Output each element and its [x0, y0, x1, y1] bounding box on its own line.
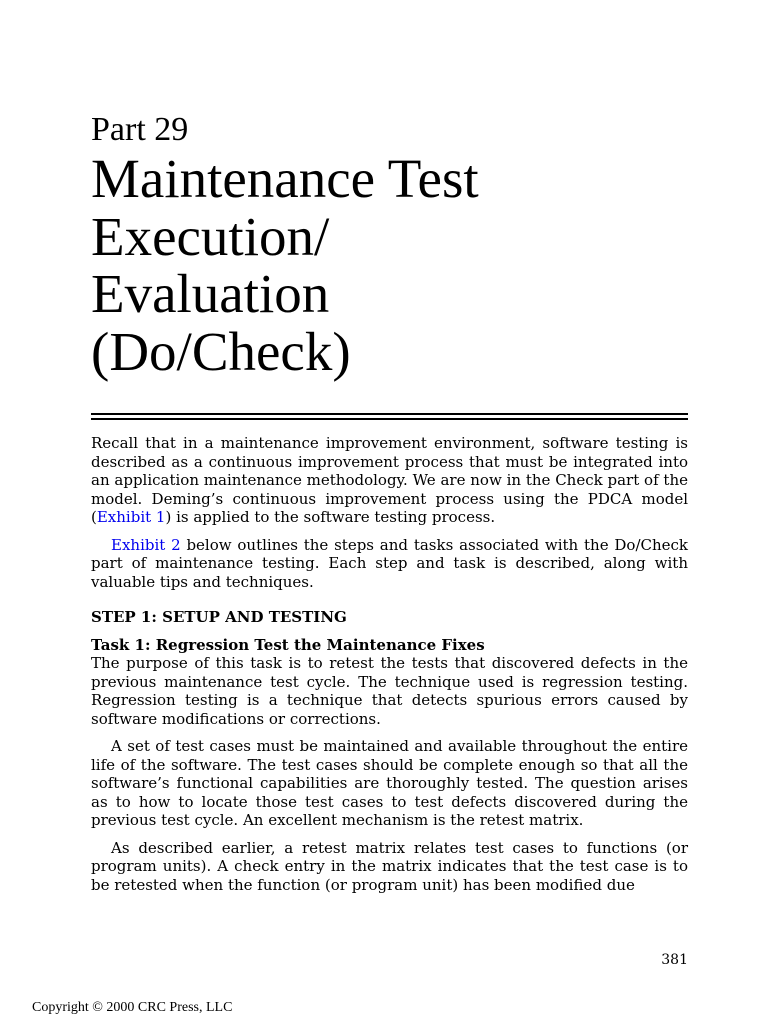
title-divider-top [91, 413, 688, 415]
intro-paragraph-2 [91, 536, 688, 592]
task-1-paragraph-3: As described earlier, a retest matrix relates test cases to functions (or program units). A check entry in the matrix indicates that the test case is to be retested when the function (or program unit) has been modified due [91, 838, 688, 894]
exhibit-2-link[interactable]: Exhibit 2 [111, 535, 181, 554]
step-1-heading: STEP 1: SETUP AND TESTING [91, 608, 347, 626]
intro-text-before-link: Recall that in a maintenance improvement environment, software testing is described as a continuous improvement process that must be integrated into an application maintenance methodology. We are now in the Check part of the model. Deming’s continuous improvement process using the PDCA model ( [91, 434, 688, 526]
task-1-heading: Task 1: Regression Test the Maintenance Fixes [91, 635, 485, 654]
page-number: 381 [661, 952, 688, 968]
intro-paragraph-1 [91, 434, 688, 527]
intro-text-after-link: ) is applied to the software testing process. [165, 508, 496, 526]
task-1-paragraph-2: A set of test cases must be maintained and available throughout the entire life of the software. The test cases should be complete enough so that all the software’s functional capabilities are thoroughly tested. The question arises as to how to locate those test cases to test defects discovered during the previous test cycle. An excellent mechanism is the retest matrix. [91, 737, 688, 829]
copyright-notice: Copyright © 2000 CRC Press, LLC [32, 1000, 233, 1015]
chapter-title-line: Maintenance Test [91, 148, 479, 209]
chapter-title-line: Execution/ [91, 205, 330, 267]
chapter-title-line: (Do/Check) [91, 320, 351, 382]
part-label: Part 29 [91, 111, 189, 148]
intro-text-after-link: below outlines the steps and tasks associated with the Do/Check part of maintenance testing. Each step and task is described, along with valuable tips and techniques. [91, 535, 688, 591]
task-1-paragraph-1: The purpose of this task is to retest the tests that discovered defects in the previous maintenance test cycle. The technique used is regression testing. Regression testing is a technique that detects spurious errors caused by software modifications or corrections. [91, 654, 688, 728]
chapter-title-line: Evaluation [91, 263, 330, 324]
title-divider-bottom [91, 418, 688, 420]
body-text [91, 434, 688, 894]
chapter-title [91, 150, 691, 380]
exhibit-1-link[interactable]: Exhibit 1 [96, 508, 166, 526]
